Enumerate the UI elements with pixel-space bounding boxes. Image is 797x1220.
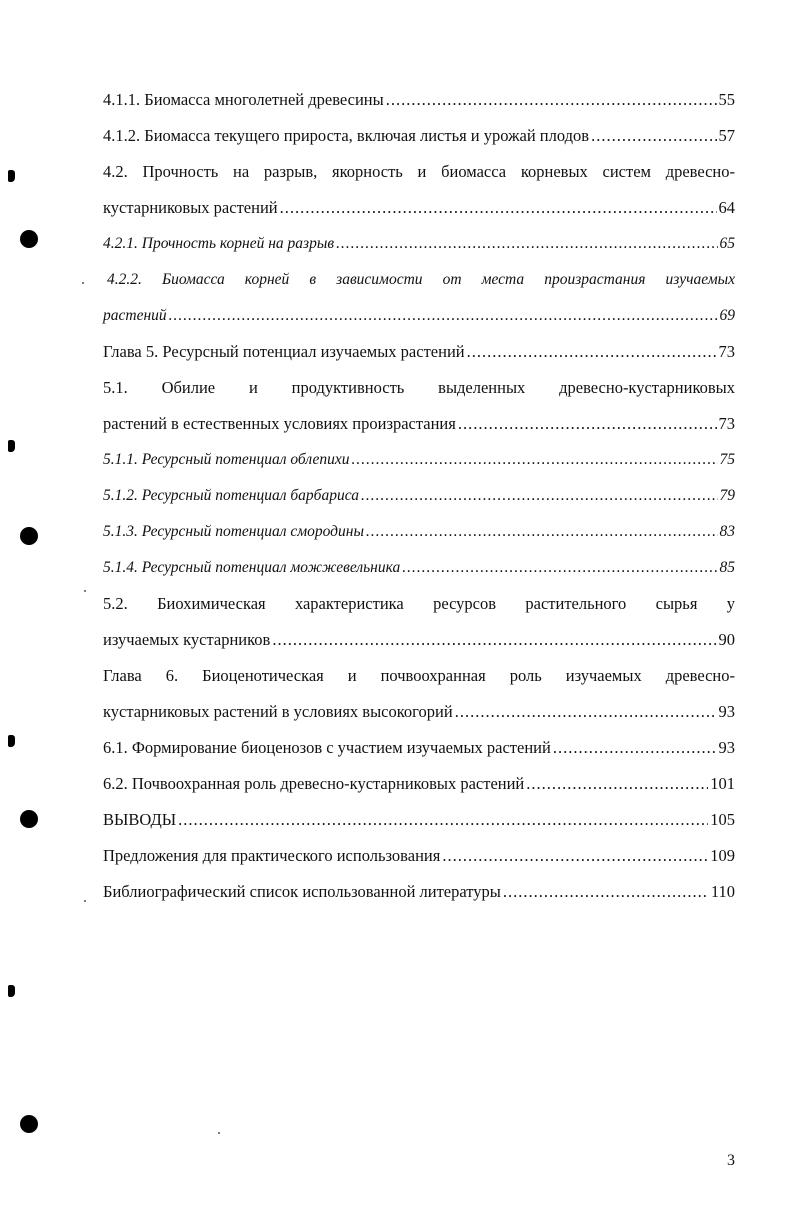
toc-entry-title: 4.1.2. Биомасса текущего прироста, включая листья и урожай плодов [103,126,590,145]
toc-leader-dots [366,514,718,550]
toc-entry-page: 110 [710,882,735,901]
toc-leader-dots [402,550,717,586]
toc-entry-page: 93 [718,702,735,721]
toc-entry-page: 83 [719,523,735,540]
toc-entry [103,838,735,874]
toc-leader-dots [467,334,717,370]
toc-entry [103,406,735,442]
toc-leader-dots [553,730,717,766]
toc-entry [103,82,735,118]
toc-entry [103,298,735,334]
toc-leader-dots [458,406,717,442]
toc-entry-title: растений в естественных условиях произрастания [103,414,456,433]
toc-entry-title: Предложения для практического использования [103,846,441,865]
toc-entry-title: растений [103,307,167,324]
scan-speck [84,590,86,592]
toc-entry-title: ВЫВОДЫ [103,810,177,829]
toc-leader-dots [526,766,708,802]
toc-entry-title: 4.2.1. Прочность корней на разрыв [103,235,335,252]
toc-entry [103,478,735,514]
toc-entry-page: 65 [719,235,735,252]
punch-hole [20,810,38,828]
toc-leader-dots [442,838,708,874]
toc-leader-dots [503,874,709,910]
toc-leader-dots [336,226,717,262]
toc-entry-page: 73 [718,414,735,433]
toc-leader-dots [169,298,718,334]
toc-entry-title-line: 4.2.2. Биомасса корней в зависимости от места произрастания изучаемых [107,271,735,288]
toc-entry [103,766,735,802]
toc-entry-title: кустарниковых растений [103,198,278,217]
punch-hole [20,230,38,248]
toc-entry [103,622,735,658]
toc-entry [103,874,735,910]
toc-entry-title-line: 5.2. Биохимическая характеристика ресурсов растительного сырья у [103,594,735,613]
toc-entry [103,730,735,766]
toc-leader-dots [272,622,716,658]
toc-entry-page: 57 [718,126,735,145]
scan-mark [8,985,15,997]
toc-entry [103,802,735,838]
toc-entry [103,334,735,370]
scan-speck [84,900,86,902]
page-number: 3 [727,1152,735,1169]
toc-entry-title: Библиографический список использованной литературы [103,882,501,901]
toc-leader-dots [386,82,717,118]
toc-leader-dots [361,478,718,514]
toc-entry [103,226,735,262]
toc-entry-page: 75 [719,451,735,468]
toc-entry-title: 6.2. Почвоохранная роль древесно-кустарниковых растений [103,774,525,793]
toc-leader-dots [351,442,717,478]
toc-entry-title: 5.1.1. Ресурсный потенциал облепихи [103,451,350,468]
scan-speck [82,282,84,284]
toc-entry-page: 93 [718,738,735,757]
toc-entry [103,550,735,586]
scan-mark [8,440,15,452]
toc-leader-dots [280,190,717,226]
toc-entry [103,190,735,226]
punch-hole [20,1115,38,1133]
toc-leader-dots [591,118,716,154]
toc-entry-title: 5.1.3. Ресурсный потенциал смородины [103,523,364,540]
toc-entry-title: 4.1.1. Биомасса многолетней древесины [103,90,384,109]
toc-entry-page: 79 [719,487,735,504]
toc-entry-title: кустарниковых растений в условиях высокогорий [103,702,453,721]
toc-entry-page: 109 [710,846,735,865]
table-of-contents [103,82,735,910]
toc-entry-page: 55 [718,90,735,109]
toc-entry-title-line: 4.2. Прочность на разрыв, якорность и биомасса корневых систем древесно- [103,162,735,181]
toc-entry-page: 105 [710,810,735,829]
scan-mark [8,170,15,182]
toc-leader-dots [178,802,708,838]
toc-entry-title: изучаемых кустарников [103,630,271,649]
toc-entry-page: 101 [710,774,735,793]
toc-entry-title: 5.1.4. Ресурсный потенциал можжевельника [103,559,401,576]
toc-entry [103,514,735,550]
scan-mark [8,735,15,747]
toc-entry-page: 64 [718,198,735,217]
punch-hole [20,527,38,545]
toc-entry-title: 6.1. Формирование биоценозов с участием изучаемых растений [103,738,551,757]
toc-leader-dots [455,694,717,730]
toc-entry-page: 85 [719,559,735,576]
toc-entry-page: 69 [719,307,735,324]
toc-entry [103,118,735,154]
toc-entry-title-line: Глава 6. Биоценотическая и почвоохранная роль изучаемых древесно- [103,666,735,685]
toc-entry [103,694,735,730]
toc-entry-title: Глава 5. Ресурсный потенциал изучаемых растений [103,342,465,361]
toc-entry [103,442,735,478]
toc-entry-title: 5.1.2. Ресурсный потенциал барбариса [103,487,359,504]
scan-speck [218,1132,220,1134]
toc-entry-page: 90 [718,630,735,649]
toc-entry-title-line: 5.1. Обилие и продуктивность выделенных древесно-кустарниковых [103,378,735,397]
toc-entry-page: 73 [718,342,735,361]
